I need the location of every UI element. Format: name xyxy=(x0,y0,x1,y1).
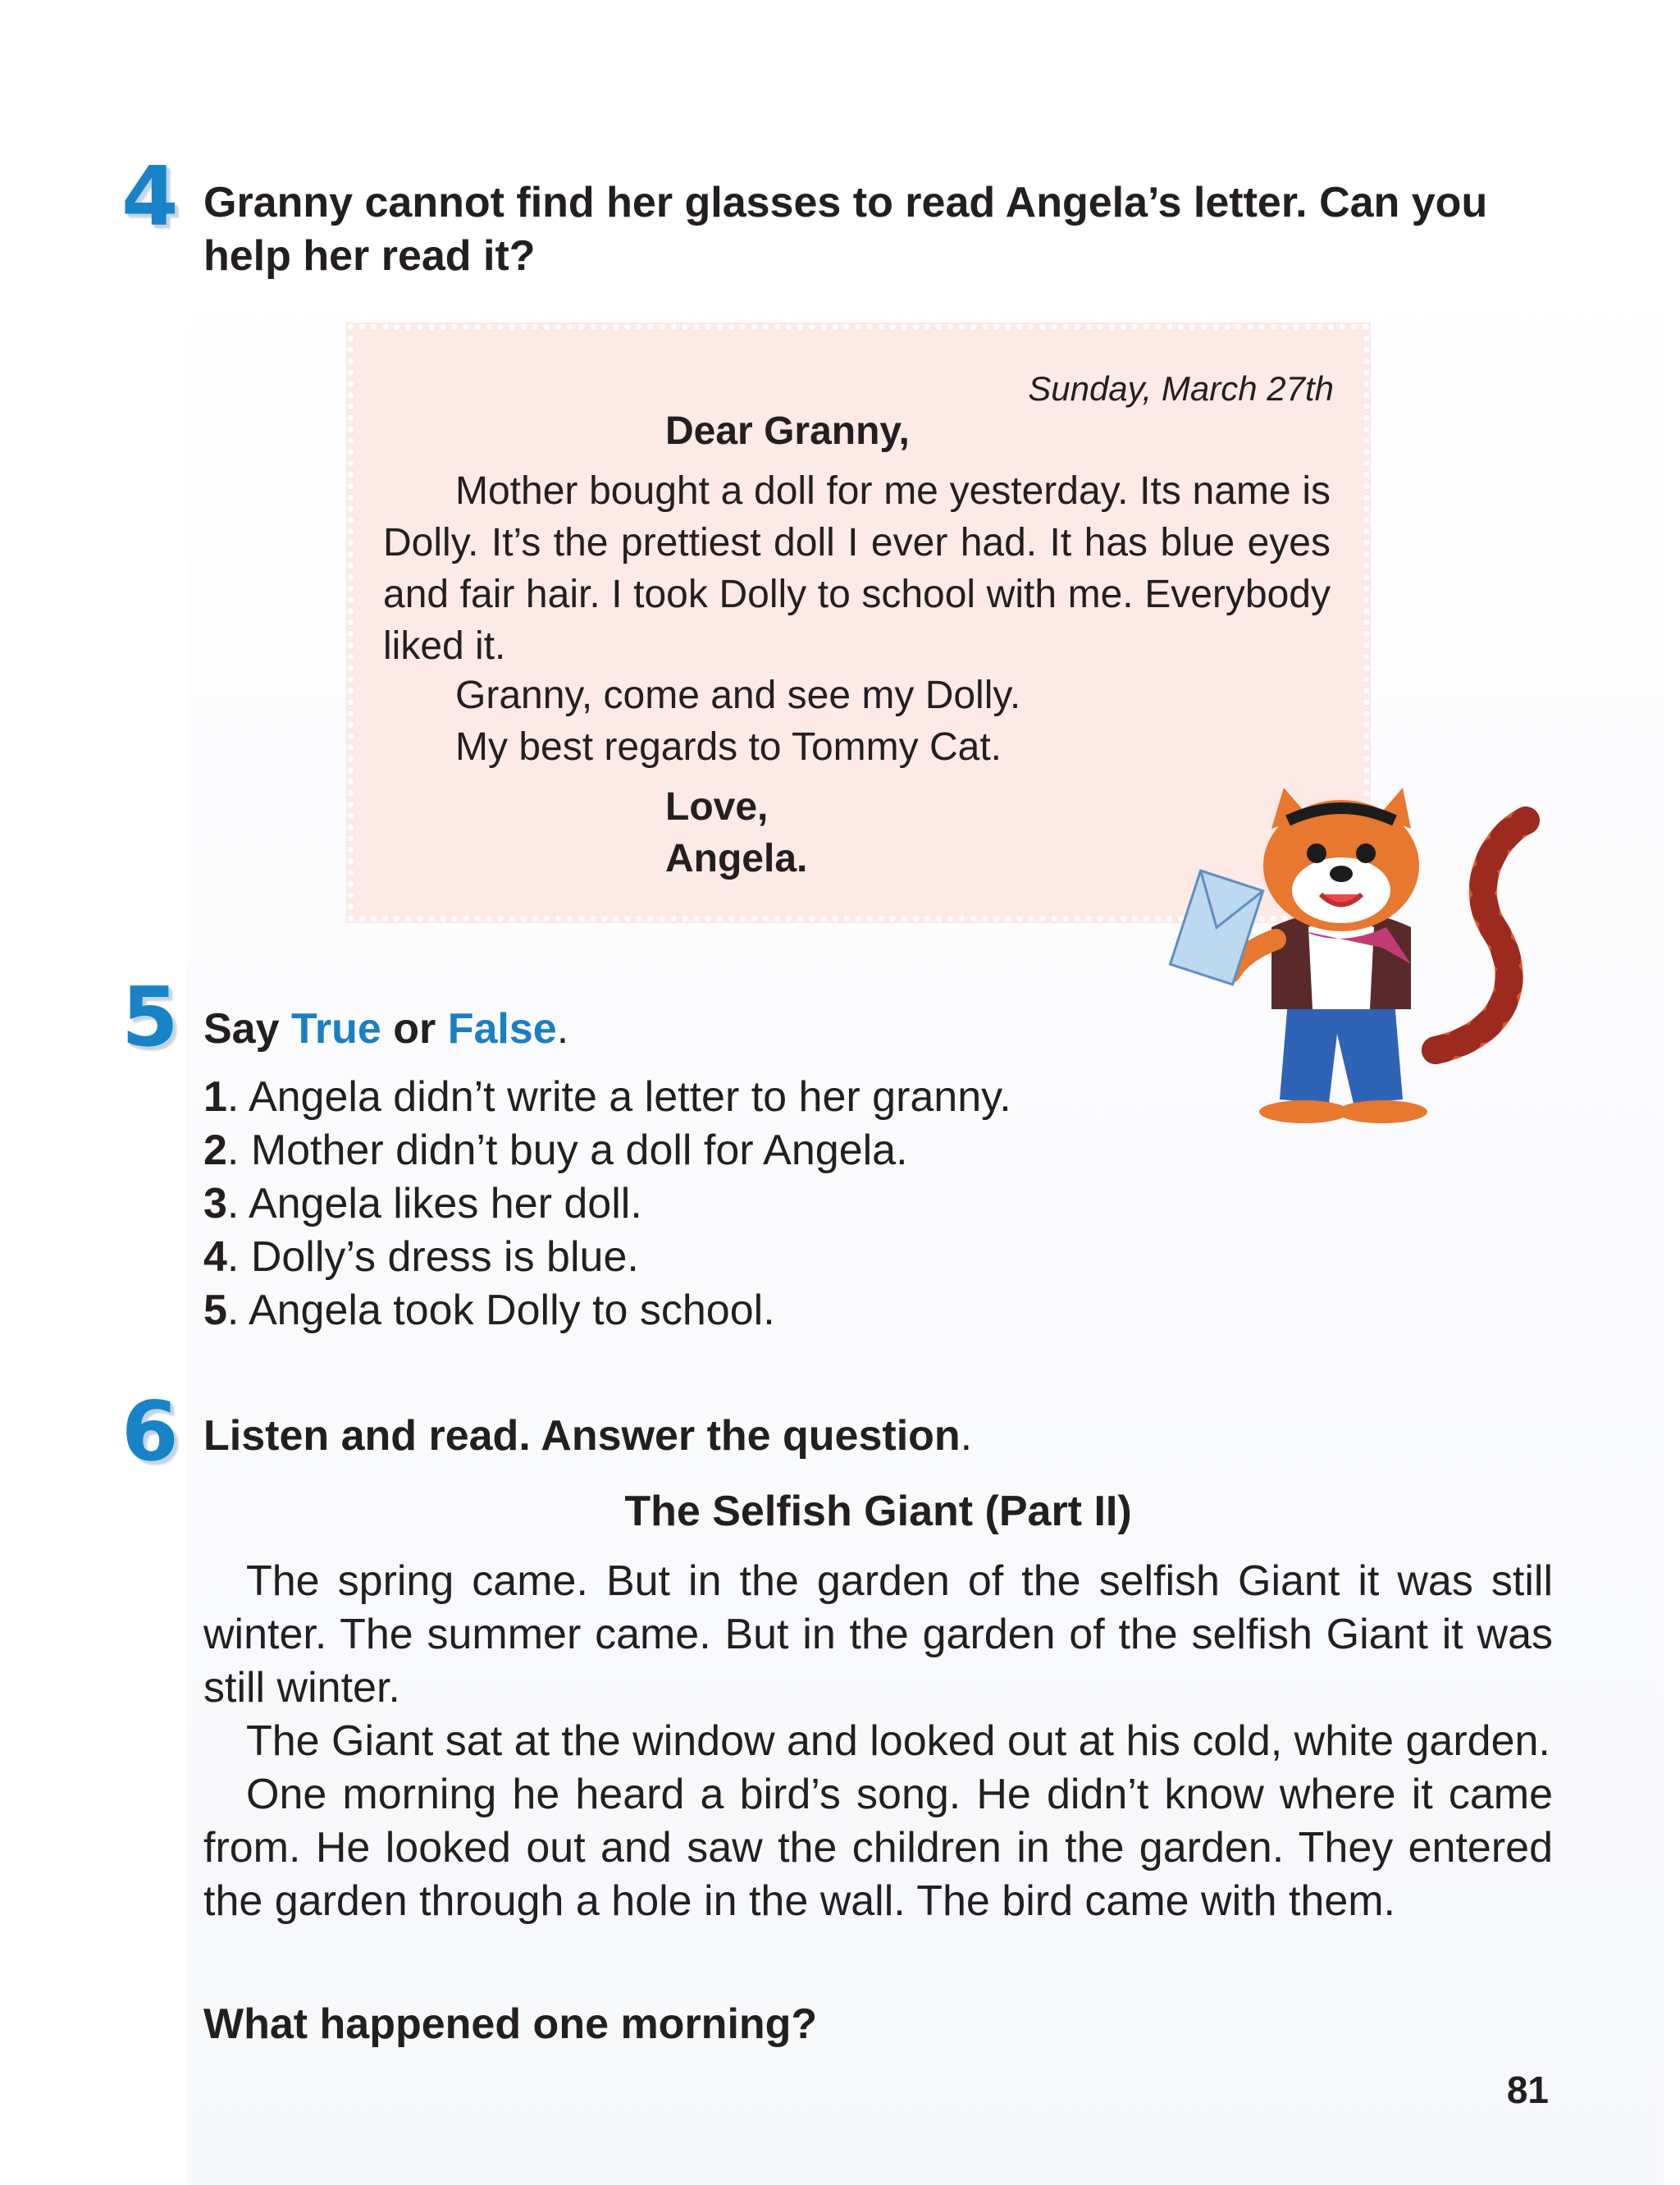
true-word: True xyxy=(290,1005,381,1053)
list-item: 3. Angela likes her doll. xyxy=(203,1180,642,1227)
exercise-5-instruction: Say True or False. xyxy=(203,1005,569,1053)
letter-paragraph-3: My best regards to Tommy Cat. xyxy=(455,725,1002,769)
letter-paragraph-2: Granny, come and see my Dolly. xyxy=(455,674,1021,717)
exercise-number-5: 5 xyxy=(121,969,179,1065)
cat-with-letter-illustration xyxy=(1165,788,1559,1140)
exercise-number-6: 6 xyxy=(121,1383,179,1479)
exercise-number-4: 4 xyxy=(121,149,179,245)
story-title: The Selfish Giant (Part II) xyxy=(624,1488,1132,1535)
list-item: 4. Dolly’s dress is blue. xyxy=(203,1233,639,1281)
letter-date: Sunday, March 27th xyxy=(1028,369,1334,408)
story-paragraph: The spring came. But in the garden of the selfish Giant it was still winter. The summer came. But in the garden of the selfish Giant it was still winter. xyxy=(203,1557,1553,1712)
letter-signature: Angela. xyxy=(665,837,808,880)
letter-paragraph-1: Mother bought a doll for me yesterday. Its name is Dolly. It’s the prettiest doll I ever had. It has blue eyes and fair hair. I took Dolly to school with me. Everybody liked it. xyxy=(383,469,1331,668)
story-text xyxy=(203,1555,1553,1928)
story-paragraph: One morning he heard a bird’s song. He didn’t know where it came from. He looked out and saw the children in the garden. They entered the garden through a hole in the wall. The bird came with them. xyxy=(203,1771,1553,1925)
story-question: What happened one morning? xyxy=(203,2000,818,2048)
page-number: 81 xyxy=(1506,2068,1549,2111)
list-item: 2. Mother didn’t buy a doll for Angela. xyxy=(203,1127,908,1174)
letter-greeting: Dear Granny, xyxy=(665,409,910,453)
letter-closing: Love, xyxy=(665,785,769,829)
list-item: 5. Angela took Dolly to school. xyxy=(203,1287,775,1334)
false-word: False xyxy=(447,1005,557,1053)
true-false-list xyxy=(203,1071,1011,1337)
story-paragraph: The Giant sat at the window and looked out at his cold, white garden. xyxy=(246,1717,1550,1765)
exercise-4-instruction-line1: Granny cannot find her glasses to read Angela’s letter. Can you xyxy=(203,179,1488,226)
exercise-4-instruction-line2: help her read it? xyxy=(203,232,536,280)
exercise-6-instruction: Listen and read. Answer the question. xyxy=(203,1412,973,1460)
list-item: 1. Angela didn’t write a letter to her granny. xyxy=(203,1073,1011,1121)
